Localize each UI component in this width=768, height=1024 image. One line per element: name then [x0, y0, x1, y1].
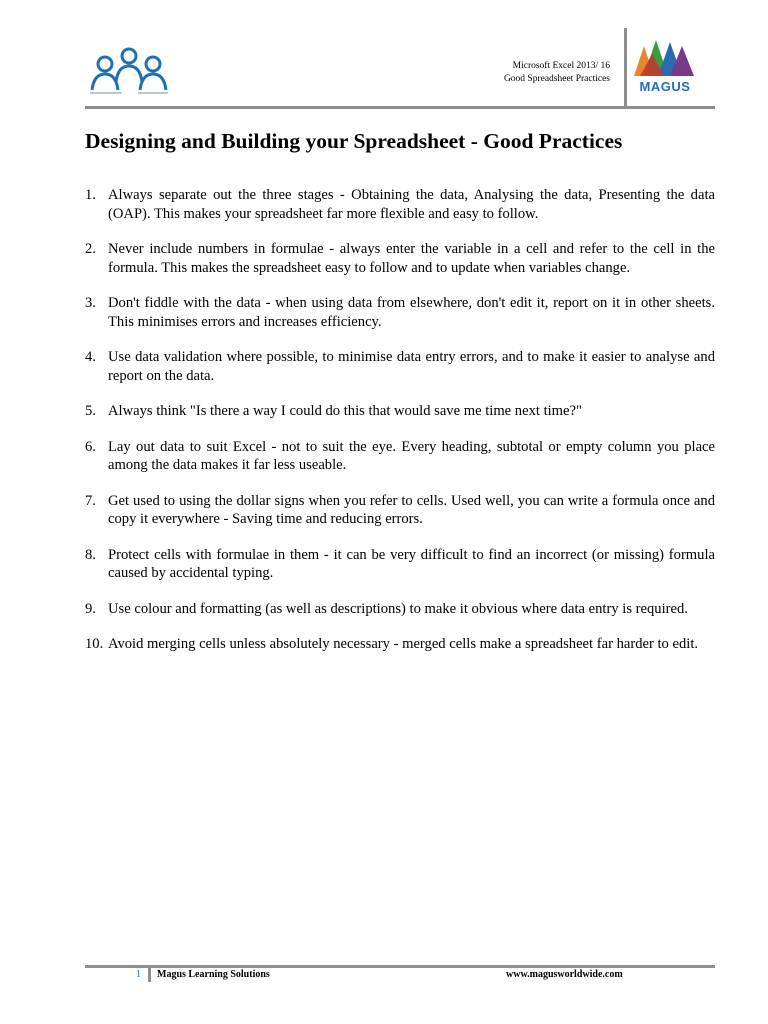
list-item: [85, 546, 715, 583]
list-item-text: Use data validation where possible, to minimise data entry errors, and to make it easier to analyse and report on the data.: [108, 349, 715, 384]
list-item-text: Never include numbers in formulae - always enter the variable in a cell and refer to the cell in the formula. This makes the spreadsheet easy to follow and to update when variables change.: [108, 241, 715, 276]
practices-list: [85, 186, 715, 654]
list-item: [85, 600, 715, 619]
list-item-number: 5.: [85, 403, 96, 419]
list-item-number: 3.: [85, 295, 96, 311]
list-item: [85, 186, 715, 223]
list-item-text: Lay out data to suit Excel - not to suit the eye. Every heading, subtotal or empty column you place among the data makes it far less useable.: [108, 438, 715, 473]
header-rule: [85, 106, 715, 109]
list-item: [85, 402, 715, 421]
footer-divider: [148, 968, 151, 982]
list-item-number: 7.: [85, 492, 96, 509]
list-item: [85, 240, 715, 277]
list-item-text: Use colour and formatting (as well as descriptions) to make it obvious where data entry is required.: [108, 600, 688, 617]
list-item-text: Don't fiddle with the data - when using data from elsewhere, don't edit it, report on it in other sheets. This minimises errors and increases efficiency.: [108, 295, 715, 330]
header-subtitle: Good Spreadsheet Practices: [503, 74, 610, 84]
page-title: Designing and Building your Spreadsheet - Good Practices: [85, 129, 623, 153]
list-item-number: 1.: [85, 187, 96, 203]
header-text: [504, 60, 610, 86]
people-group-logo-icon: [88, 44, 170, 98]
list-item-number: 6.: [85, 438, 96, 455]
footer-page-number: 1: [136, 969, 141, 980]
footer-company: Magus Learning Solutions: [157, 969, 270, 980]
list-item-number: 9.: [85, 600, 96, 617]
list-item-number: 8.: [85, 546, 96, 563]
list-item-text: Protect cells with formulae in them - it can be very difficult to find an incorrect (or missing) formula caused by accidental typing.: [108, 546, 715, 581]
footer-website: www.magusworldwide.com: [506, 969, 623, 980]
footer-rule: [85, 965, 715, 968]
list-item: [85, 348, 715, 385]
list-item-number: 10.: [85, 636, 104, 652]
header-divider: [624, 28, 627, 108]
magus-brand-text: MAGUS: [639, 79, 691, 94]
header-course-title: Microsoft Excel 2013/ 16: [512, 61, 610, 71]
page-header: [0, 0, 768, 112]
list-item: [85, 635, 715, 654]
list-item-text: Always think "Is there a way I could do this that would save me time next time?": [108, 403, 582, 419]
list-item: [85, 294, 715, 331]
list-item-text: Always separate out the three stages - Obtaining the data, Analysing the data, Presenting the data (OAP). This makes your spreadsheet far more flexible and easy to follow.: [108, 187, 715, 222]
list-item-number: 4.: [85, 349, 96, 365]
list-item-number: 2.: [85, 241, 96, 257]
list-item-text: Avoid merging cells unless absolutely necessary - merged cells make a spreadsheet far harder to edit.: [108, 636, 699, 652]
list-item: [85, 438, 715, 475]
list-item: [85, 492, 715, 529]
list-item-text: Get used to using the dollar signs when you refer to cells. Used well, you can write a formula once and copy it everywhere - Saving time and reducing errors.: [108, 492, 715, 527]
